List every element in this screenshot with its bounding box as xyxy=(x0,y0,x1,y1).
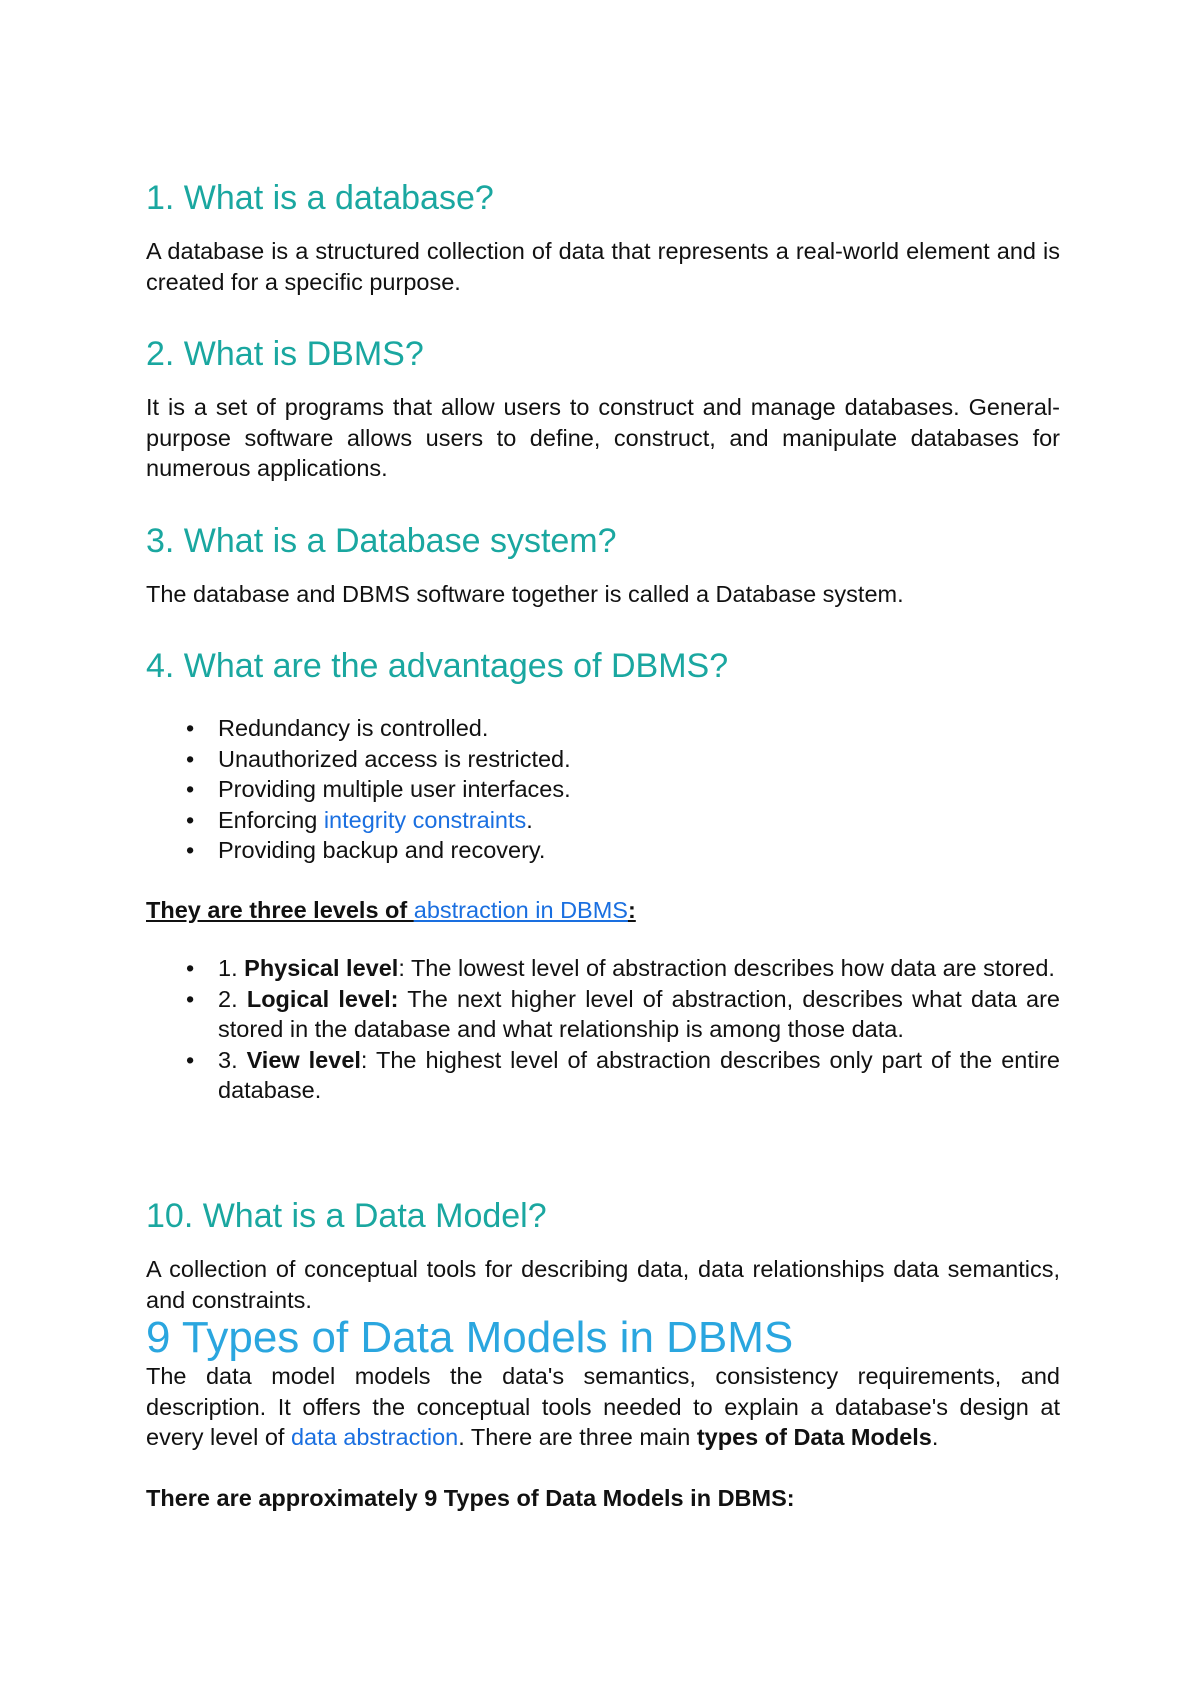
bullet-icon: • xyxy=(186,745,195,772)
bullet-icon: • xyxy=(186,955,195,981)
bullet-icon: • xyxy=(186,985,195,1012)
list-item: • 3. View level: The highest level of abstraction describes only part of the entire database. xyxy=(186,1046,1060,1103)
abstraction-heading: They are three levels of abstraction in DBMS: xyxy=(146,897,636,923)
question-3-answer: The database and DBMS software together is called a Database system. xyxy=(146,581,904,607)
question-4-heading: 4. What are the advantages of DBMS? xyxy=(146,647,729,685)
question-1-answer: A database is a structured collection of data that represents a real-world element and is created for a specific purpose. xyxy=(146,238,1060,295)
abstraction-in-dbms-link[interactable]: abstraction in DBMS xyxy=(413,897,628,923)
advantages-list xyxy=(146,713,1060,866)
list-item: • 2. Logical level: The next higher level of abstraction, describes what data are stored in the database and what relationship is among those data. xyxy=(186,985,1060,1042)
list-item: • Enforcing integrity constraints. xyxy=(146,805,1060,836)
bullet-icon: • xyxy=(186,715,195,741)
question-2-answer: It is a set of programs that allow users to construct and manage databases. General-purpose software allows users to define, construct, and manipulate databases for numerous applications. xyxy=(146,394,1060,481)
list-item: • 1. Physical level: The lowest level of abstraction describes how data are stored. xyxy=(146,953,1060,984)
types-description: The data model models the data's semantics, consistency requirements, and description. It offers the conceptual tools needed to explain a database's design at every level of data abstraction. There are three main types of Data Models. xyxy=(146,1363,1060,1450)
list-item: • Providing multiple user interfaces. xyxy=(146,774,1060,805)
types-closing: There are approximately 9 Types of Data Models in DBMS: xyxy=(146,1485,795,1511)
question-3-heading: 3. What is a Database system? xyxy=(146,522,617,560)
types-heading: 9 Types of Data Models in DBMS xyxy=(146,1313,794,1362)
bullet-icon: • xyxy=(186,776,195,802)
data-abstraction-link[interactable]: data abstraction xyxy=(290,1424,459,1450)
bullet-icon: • xyxy=(186,806,195,833)
question-2-heading: 2. What is DBMS? xyxy=(146,335,424,373)
list-item: • Providing backup and recovery. xyxy=(146,835,1060,866)
question-10-heading: 10. What is a Data Model? xyxy=(146,1197,547,1235)
list-item: • Unauthorized access is restricted. xyxy=(146,744,1060,775)
integrity-constraints-link[interactable]: integrity constraints xyxy=(323,806,527,833)
question-10-answer: A collection of conceptual tools for describing data, data relationships data semantics, and constraints. xyxy=(146,1256,1060,1313)
bullet-icon: • xyxy=(186,1046,195,1073)
abstraction-levels-list xyxy=(146,953,1060,1106)
bullet-icon: • xyxy=(186,837,195,863)
question-1-heading: 1. What is a database? xyxy=(146,179,494,217)
list-item: • Redundancy is controlled. xyxy=(146,713,1060,744)
